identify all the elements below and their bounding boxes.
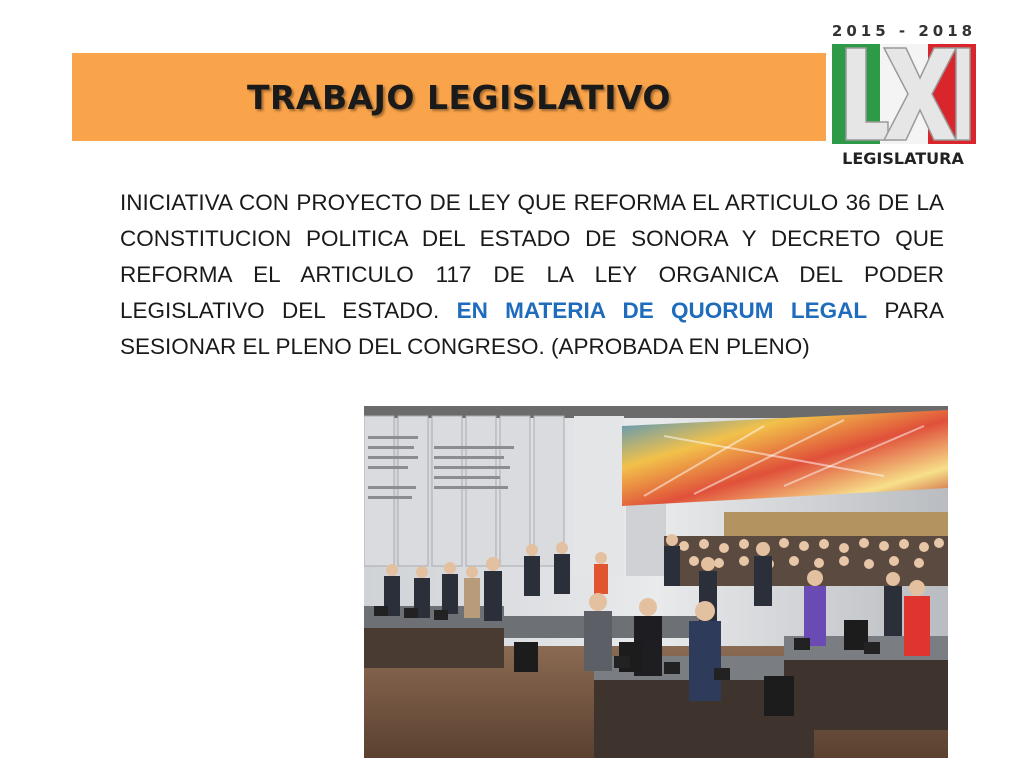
slide-title: TRABAJO LEGISLATIVO (247, 77, 671, 117)
logo-years: 2015 - 2018 (831, 22, 977, 40)
initiative-text: INICIATIVA CON PROYECTO DE LEY QUE REFORMA EL ARTICULO 36 DE LA CONSTITUCION POLITICA DEL ESTADO DE SONORA Y DECRETO QUE REFORMA EL ARTICULO 117 DE LA LEY ORGANICA DEL PODER LEGISLATIVO DEL ESTADO. (120, 190, 944, 323)
congress-session-photo (364, 406, 948, 758)
logo-name: LEGISLATURA (842, 149, 964, 168)
legislatura-logo (828, 22, 978, 172)
lxi-emblem-icon (832, 44, 976, 148)
initiative-text-end: PARA SESIONAR EL PLENO DEL CONGRESO. (APROBADA EN PLENO) (120, 298, 945, 359)
title-banner (72, 53, 826, 141)
initiative-description (120, 185, 944, 365)
initiative-highlight: EN MATERIA DE QUORUM LEGAL (456, 298, 868, 323)
